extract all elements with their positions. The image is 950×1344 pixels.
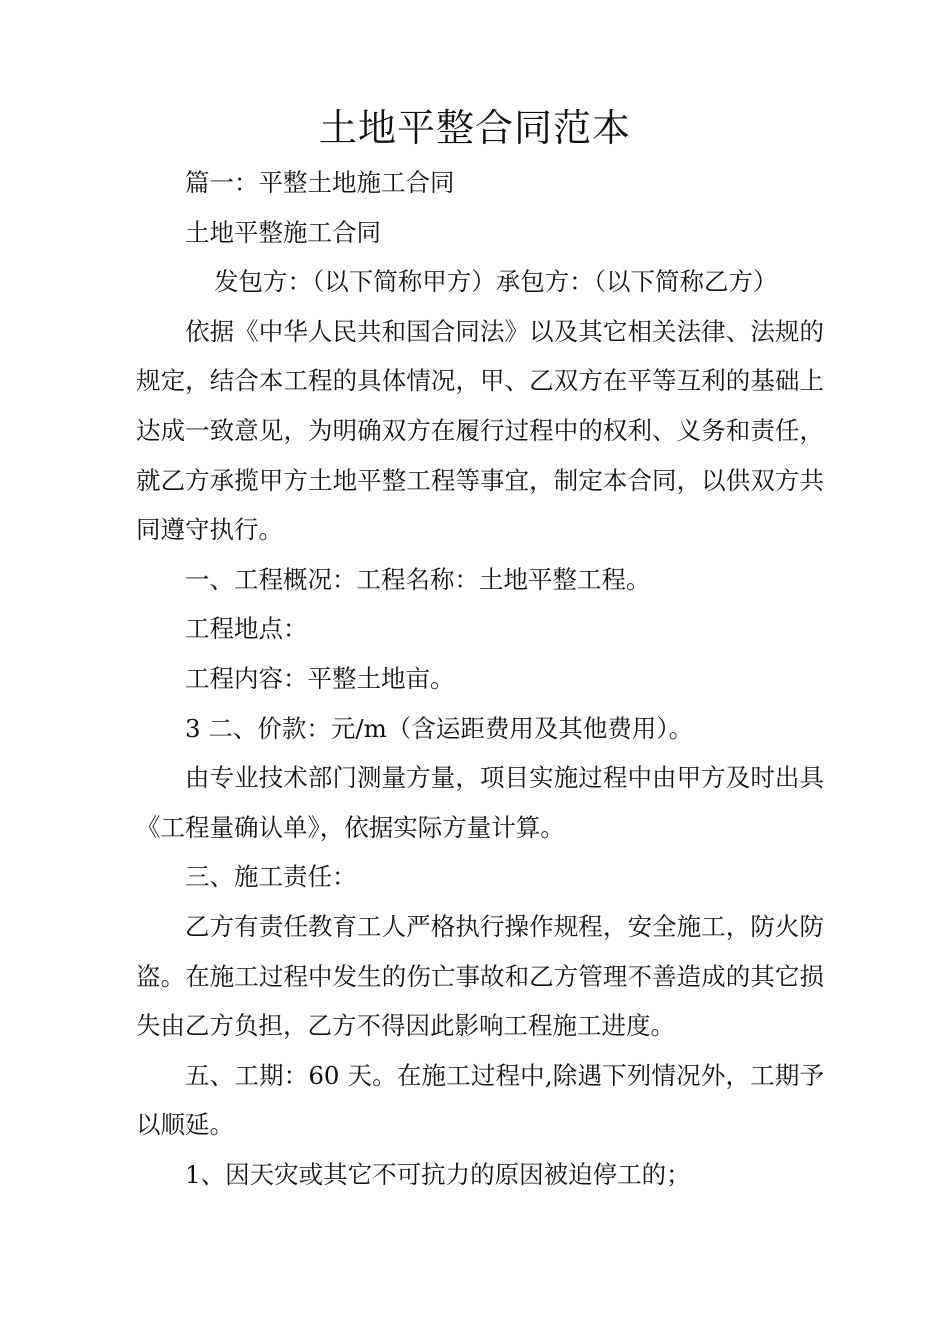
section-heading: 篇一：平整土地施工合同 bbox=[185, 168, 455, 197]
project-content: 工程内容：平整土地亩。 bbox=[185, 663, 455, 693]
project-location: 工程地点： bbox=[185, 614, 308, 644]
responsibility-heading: 三、施工责任： bbox=[185, 862, 357, 892]
document-title: 土地平整合同范本 bbox=[318, 106, 631, 150]
schedule-item-1: 1、因天灾或其它不可抗力的原因被迫停工的； bbox=[185, 1159, 691, 1189]
measurement-paragraph: 由专业技术部门测量方量，项目实施过程中由甲方及时出具《工程量确认单》，依据实际方量计算。 bbox=[136, 763, 824, 842]
project-overview: 一、工程概况：工程名称：土地平整工程。 bbox=[185, 564, 651, 594]
responsibility-paragraph: 乙方有责任教育工人严格执行操作规程，安全施工，防火防盗。在施工过程中发生的伤亡事故和乙方管理不善造成的其它损失由乙方负担，乙方不得因此影响工程施工进度。 bbox=[136, 911, 824, 1041]
preamble-paragraph: 依据《中华人民共和国合同法》以及其它相关法律、法规的规定，结合本工程的具体情况，甲、乙双方在平等互利的基础上达成一致意见，为明确双方在履行过程中的权利、义务和责任，就乙方承揽甲方土地平整工程等事宜，制定本合同，以供双方共同遵守执行。 bbox=[136, 316, 824, 545]
parties-line: 发包方：（以下简称甲方）承包方：（以下简称乙方） bbox=[214, 267, 778, 297]
price-clause: 3 二、价款：元/m（含运距费用及其他费用）。 bbox=[185, 713, 694, 743]
schedule-paragraph: 五、工期：60 天。在施工过程中,除遇下列情况外，工期予以顺延。 bbox=[136, 1060, 824, 1140]
contract-title: 土地平整施工合同 bbox=[185, 217, 381, 247]
document-body bbox=[136, 158, 824, 1199]
